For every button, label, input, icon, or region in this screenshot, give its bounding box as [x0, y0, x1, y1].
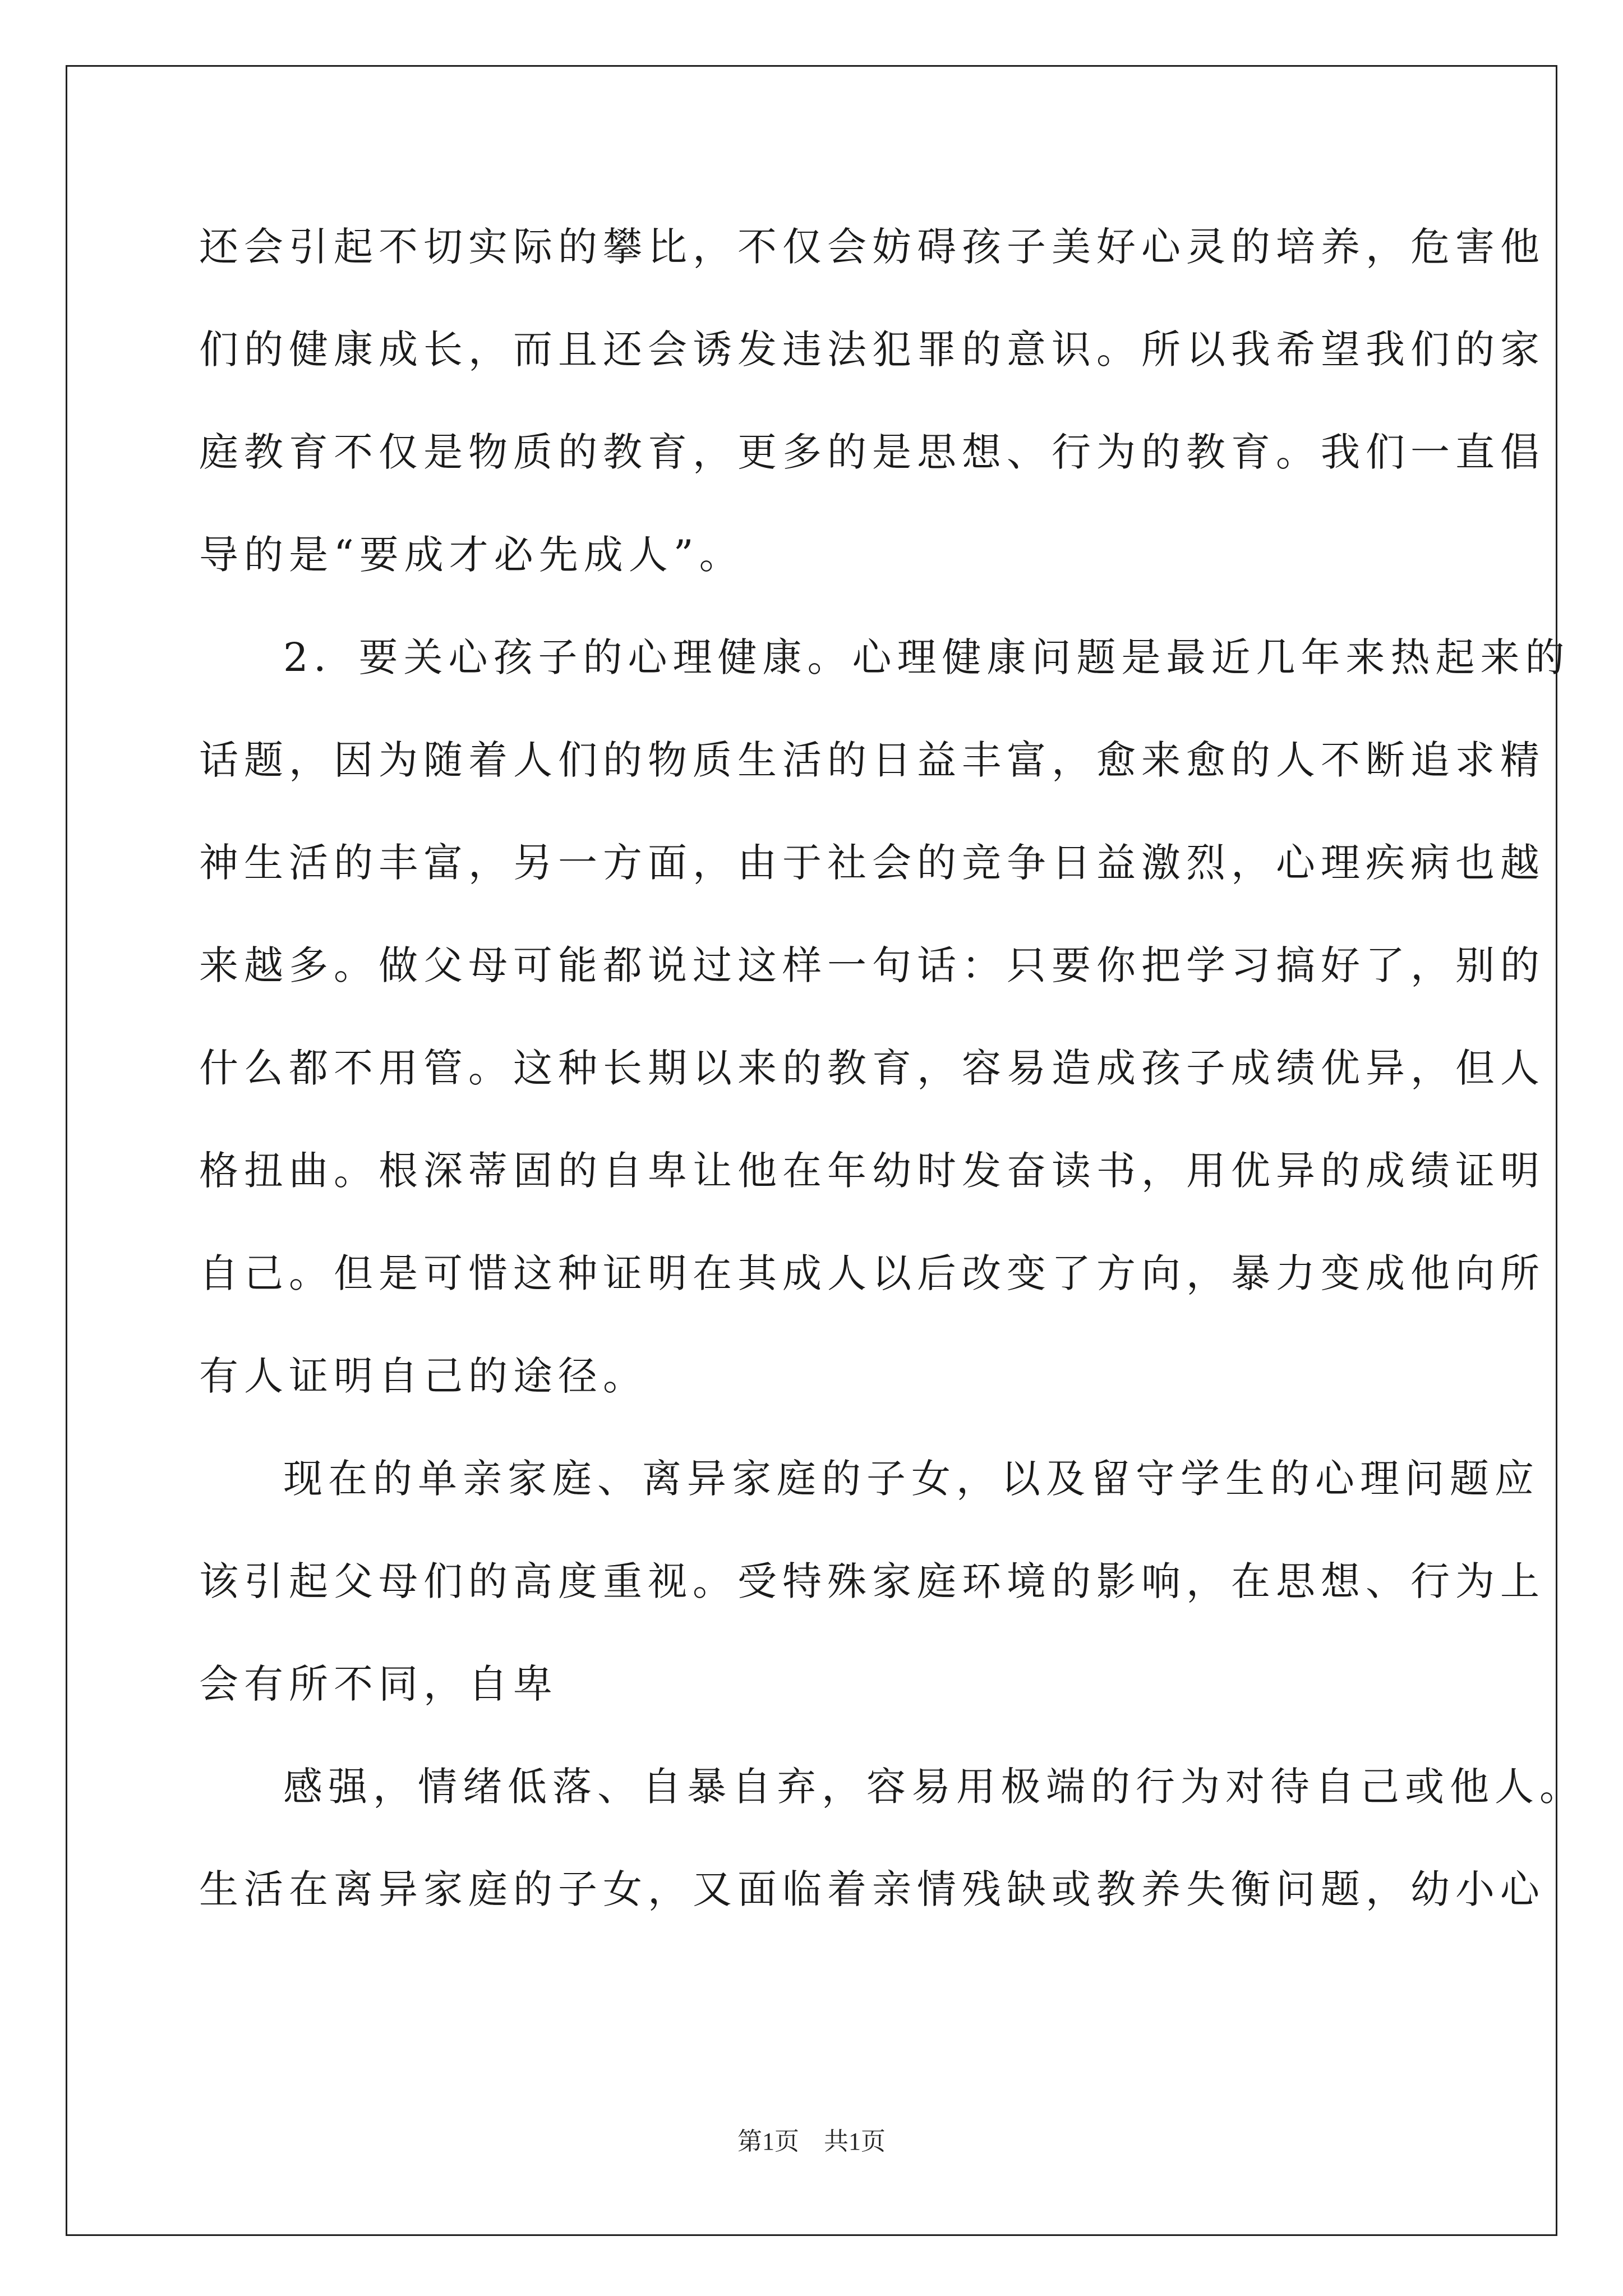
text-line: 有人证明自己的途径。 [199, 1353, 648, 1399]
text-line: 导的是“要成才必先成人”。 [199, 532, 744, 578]
text-line: 们的健康成长，而且还会诱发违法犯罪的意识。所以我希望我们的家 [199, 326, 1545, 372]
text-line: 感强，情绪低落、自暴自弃，容易用极端的行为对待自己或他人。 [283, 1764, 1584, 1810]
page-footer: 第1页 共1页 [737, 2128, 886, 2155]
text-line: 神生活的丰富，另一方面，由于社会的竞争日益激烈，心理疾病也越 [199, 840, 1545, 886]
text-line: 现在的单亲家庭、离异家庭的子女，以及留守学生的心理问题应 [283, 1456, 1539, 1502]
text-line: 庭教育不仅是物质的教育，更多的是思想、行为的教育。我们一直倡 [199, 429, 1545, 475]
text-line: 什么都不用管。这种长期以来的教育，容易造成孩子成绩优异，但人 [199, 1045, 1545, 1091]
text-line: 生活在离异家庭的子女，又面临着亲情残缺或教养失衡问题，幼小心 [199, 1866, 1545, 1912]
text-line: 话题，因为随着人们的物质生活的日益丰富，愈来愈的人不断追求精 [199, 737, 1545, 783]
text-line: 还会引起不切实际的攀比，不仅会妨碍孩子美好心灵的培养，危害他 [199, 224, 1545, 270]
text-line: 自己。但是可惜这种证明在其成人以后改变了方向，暴力变成他向所 [199, 1250, 1545, 1296]
text-line: 格扭曲。根深蒂固的自卑让他在年幼时发奋读书，用优异的成绩证明 [199, 1148, 1545, 1194]
text-line: 该引起父母们的高度重视。受特殊家庭环境的影响，在思想、行为上 [199, 1558, 1545, 1604]
text-line: 2．要关心孩子的心理健康。心理健康问题是最近几年来热起来的 [283, 634, 1570, 680]
text-line: 会有所不同，自卑 [199, 1661, 558, 1707]
text-line: 来越多。做父母可能都说过这样一句话：只要你把学习搞好了，别的 [199, 942, 1545, 988]
